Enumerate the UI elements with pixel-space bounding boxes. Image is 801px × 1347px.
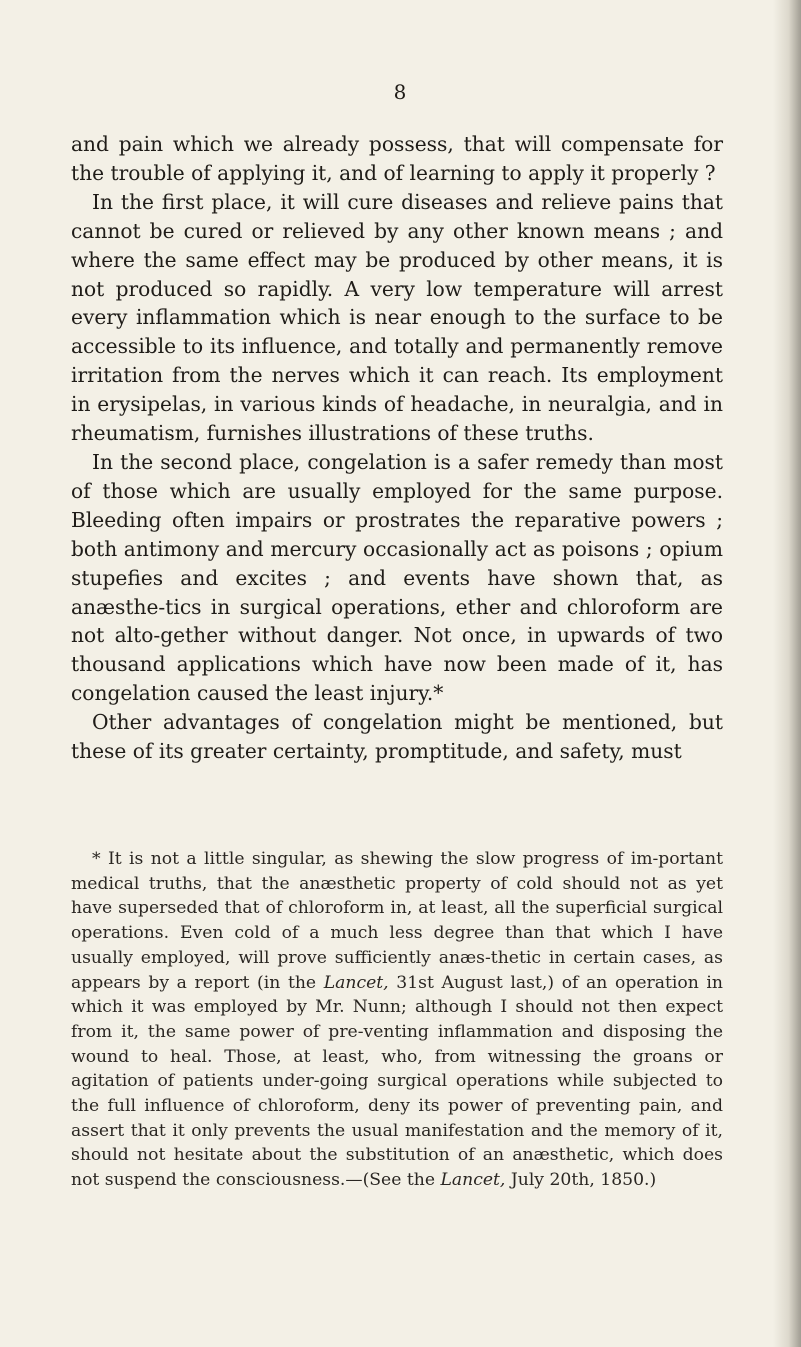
- paragraph-1: and pain which we already possess, that will compensate for the trouble of applying it, and of learning to apply it properly ?: [71, 132, 723, 185]
- footnote-text-part-1: * It is not a little singular, as shewing the slow progress of im-portant medical truths, that the anæsthetic property of cold should not as yet have superseded that of chloroform in, at least, all the superficial surgical operations. Even cold of a much less degree than that which I have usually employed, will prove sufficiently anæs-thetic in certain cases, as appears by a report (in the: [71, 849, 723, 993]
- paragraph-3: In the second place, congelation is a safer remedy than most of those which are usually employed for the same purpose. Bleeding often impairs or prostrates the reparative powers ; both antimony and mercury occasionally act as poisons ; opium stupefies and excites ; and events have shown that, as anæsthe-tics in surgical operations, ether and chloroform are not alto-gether without danger. Not once, in upwards of two thousand applications which have now been made of it, has congelation caused the least injury.*: [71, 449, 723, 706]
- footnote-text-part-3: July 20th, 1850.): [505, 1170, 657, 1191]
- footnote-text-part-2: 31st August last,) of an operation in which it was employed by Mr. Nunn; although I should not then expect from it, the same power of pre-venting inflammation and disposing the wound to heal. Those, at least, who, from witnessing the groans or agitation of patients under-going surgical operations while subjected to the full influence of chloroform, deny its power of preventing pain, and assert that it only prevents the usual manifestation and the memory of it, should not hesitate about the substitution of an anæsthetic, which does not suspend the consciousness.—(See the: [71, 972, 723, 1191]
- footnote: [71, 847, 723, 1193]
- footnote-text: [71, 847, 723, 1193]
- page-edge-shadow: [773, 0, 801, 1347]
- journal-title-lancet: Lancet,: [440, 1170, 506, 1191]
- journal-title-lancet: Lancet,: [323, 972, 389, 993]
- paragraph-2: In the first place, it will cure diseases and relieve pains that cannot be cured or relieved by any other known means ; and where the same effect may be produced by other means, it is not produced so rapidly. A very low temperature will arrest every inflammation which is near enough to the surface to be accessible to its influence, and totally and permanently remove irritation from the nerves which it can reach. Its employment in erysipelas, in various kinds of headache, in neuralgia, and in rheumatism, furnishes illustrations of these truths.: [71, 189, 723, 446]
- paragraph-4: Other advantages of congelation might be mentioned, but these of its greater certainty, promptitude, and safety, must: [71, 710, 723, 764]
- page-number: 8: [393, 80, 408, 104]
- body-text: [71, 130, 723, 766]
